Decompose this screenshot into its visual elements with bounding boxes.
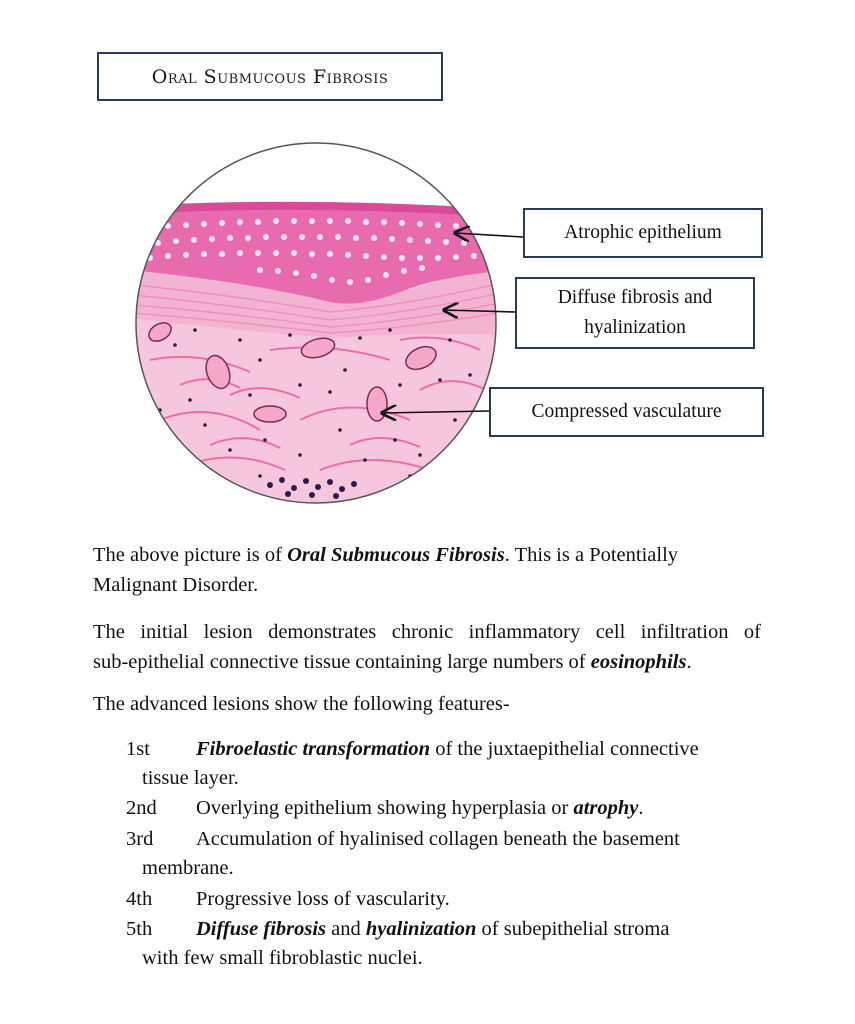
feature-5-rest: of subepithelial stroma — [476, 918, 670, 940]
para1-pre: The above picture is of — [93, 544, 288, 566]
label-atrophic-epithelium — [523, 208, 763, 258]
feature-item-1-cont: tissue layer. — [142, 767, 239, 789]
para2-post: . — [686, 651, 692, 673]
paragraph-advanced: The advanced lesions show the following features- — [93, 693, 510, 715]
para2-pre: sub-epithelial connective tissue containing large numbers of — [93, 651, 591, 673]
feature-3-text: Accumulation of hyalinised collagen beneath the basement — [196, 828, 680, 850]
feature-2-term: atrophy — [573, 797, 639, 819]
label-compressed-vasculature — [489, 387, 764, 437]
feature-5-mid: and — [326, 918, 366, 940]
label-compressed-vasculature-text: Compressed vasculature — [531, 401, 722, 422]
feature-item-5-cont: with few small fibroblastic nuclei. — [142, 947, 423, 969]
feature-5-num: 5th — [126, 918, 153, 940]
feature-item-2 — [126, 793, 760, 823]
feature-1-num: 1st — [126, 738, 150, 760]
label-diffuse-fibrosis-line2: hyalinization — [584, 317, 686, 338]
feature-5-term1: Diffuse fibrosis — [196, 918, 327, 940]
paragraph-initial-line1: The initial lesion demonstrates chronic inflammatory cell infiltration of — [93, 621, 761, 643]
paragraph-intro-line2: Malignant Disorder. — [93, 574, 259, 596]
feature-5-term2: hyalinization — [365, 918, 477, 940]
feature-item-5 — [126, 914, 760, 944]
feature-item-1 — [126, 734, 760, 764]
feature-4-text: Progressive loss of vascularity. — [196, 888, 450, 910]
feature-item-3 — [126, 824, 760, 854]
feature-item-4 — [126, 884, 760, 914]
feature-3-num: 3rd — [126, 828, 154, 850]
label-diffuse-fibrosis — [515, 277, 755, 349]
feature-item-3-cont: membrane. — [142, 857, 234, 879]
label-diffuse-fibrosis-line1: Diffuse fibrosis and — [557, 287, 713, 308]
feature-4-num: 4th — [126, 888, 153, 910]
feature-2-pre: Overlying epithelium showing hyperplasia or — [196, 797, 574, 819]
paragraph-intro-line1 — [93, 540, 761, 570]
para2-term: eosinophils — [590, 651, 687, 673]
page-title: Oral Submucous Fibrosis — [151, 65, 389, 88]
para1-post: . This is a Potentially — [504, 544, 679, 566]
para1-term: Oral Submucous Fibrosis — [287, 544, 505, 566]
feature-1-term: Fibroelastic transformation — [196, 738, 431, 760]
feature-2-post: . — [638, 797, 644, 819]
paragraph-initial-line2 — [93, 647, 761, 677]
feature-2-num: 2nd — [126, 797, 157, 819]
label-atrophic-epithelium-text: Atrophic epithelium — [564, 222, 722, 243]
feature-1-rest: of the juxtaepithelial connective — [430, 738, 699, 760]
